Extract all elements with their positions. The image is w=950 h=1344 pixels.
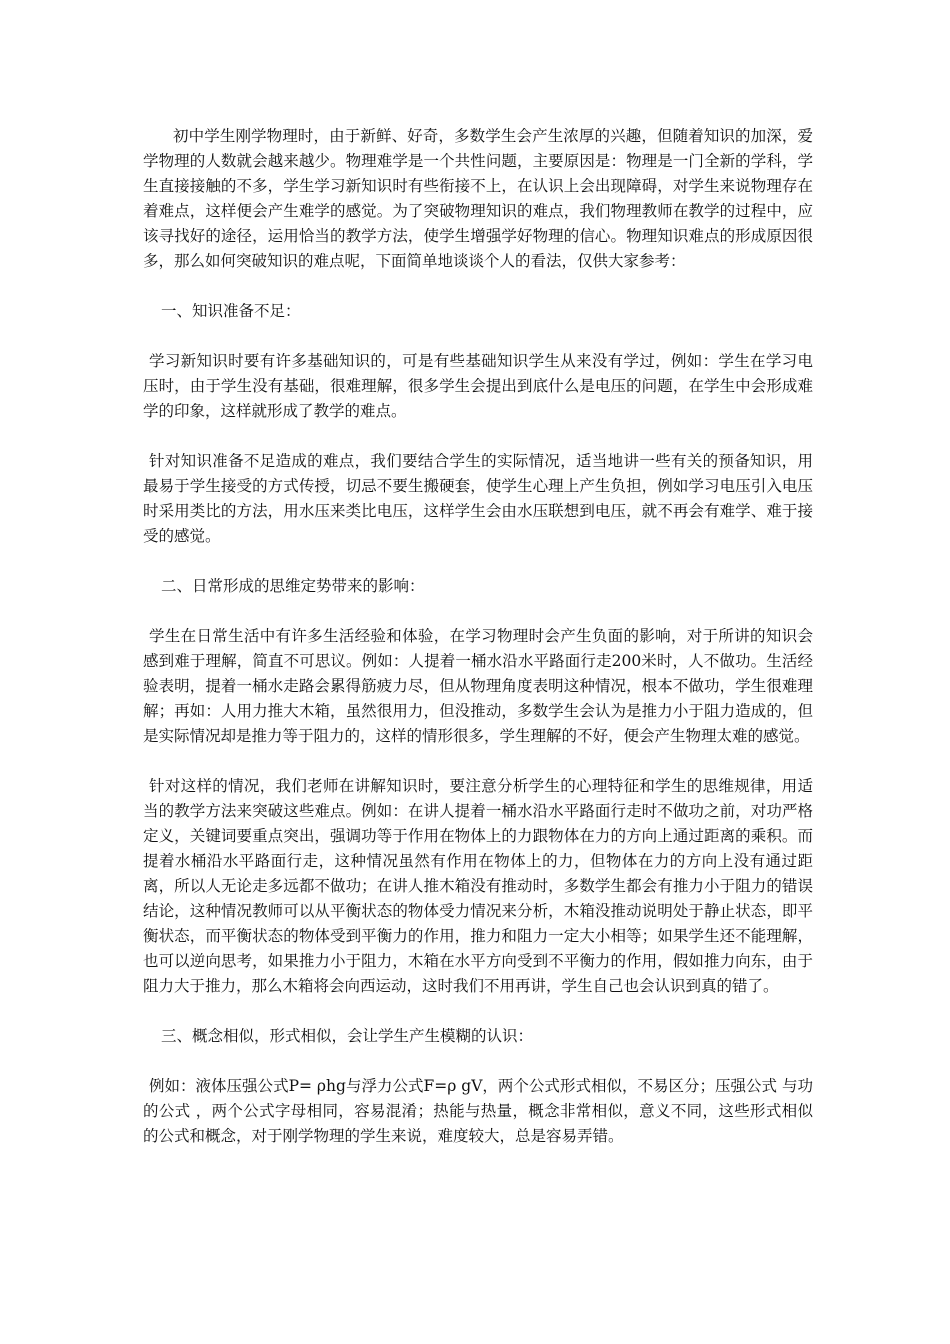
section-heading-1: 一、知识准备不足： <box>161 302 301 320</box>
spacer <box>143 999 813 1024</box>
spacer <box>143 749 813 774</box>
spacer <box>143 599 813 624</box>
spacer <box>143 274 813 299</box>
section1-paragraph-2: 针对知识准备不足造成的难点，我们要结合学生的实际情况，适当地讲一些有关的预备知识，用最易于学生接受的方式传授，切忌不要生搬硬套，使学生心理上产生负担，例如学习电压引入电压时采用类比的方法，用水压来类比电压，这样学生会由水压联想到电压，就不再会有难学、难于接受的感觉。 <box>143 452 813 545</box>
section2-paragraph-1: 学生在日常生活中有许多生活经验和体验，在学习物理时会产生负面的影响，对于所讲的知识会感到难于理解，简直不可思议。例如：人提着一桶水沿水平路面行走200米时，人不做功。生活经验表明，提着一桶水走路会累得筋疲力尽，但从物理角度表明这种情况，根本不做功，学生很难理解；再如：人用力推大木箱，虽然很用力，但没推动，多数学生会认为是推力小于阻力造成的，但是实际情况却是推力等于阻力的，这样的情形很多，学生理解的不好，便会产生物理太难的感觉。 <box>143 627 813 745</box>
section-heading-3: 三、概念相似，形式相似，会让学生产生模糊的认识： <box>161 1027 534 1045</box>
intro-paragraph: 初中学生刚学物理时，由于新鲜、好奇，多数学生会产生浓厚的兴趣，但随着知识的加深，爱学物理的人数就会越来越少。物理难学是一个共性问题，主要原因是：物理是一门全新的学科，学生直接接触的不多，学生学习新知识时有些衔接不上，在认识上会出现障碍，对学生来说物理存在着难点，这样便会产生难学的感觉。为了突破物理知识的难点，我们物理教师在教学的过程中，应该寻找好的途径，运用恰当的教学方法，使学生增强学好物理的信心。物理知识难点的形成原因很多，那么如何突破知识的难点呢，下面简单地谈谈个人的看法，仅供大家参考： <box>143 127 813 270</box>
spacer <box>143 1049 813 1074</box>
section-heading-2: 二、日常形成的思维定势带来的影响： <box>161 577 425 595</box>
document-body <box>143 124 813 1149</box>
spacer <box>143 549 813 574</box>
section3-paragraph-1: 例如：液体压强公式P= ρhg与浮力公式F=ρ gV，两个公式形式相似，不易区分；压强公式 与功的公式 ，两个公式字母相同，容易混淆；热能与热量，概念非常相似，意义不同，这些形式相似的公式和概念，对于刚学物理的学生来说，难度较大，总是容易弄错。 <box>143 1077 813 1145</box>
section1-paragraph-1: 学习新知识时要有许多基础知识的，可是有些基础知识学生从来没有学过，例如：学生在学习电压时，由于学生没有基础，很难理解，很多学生会提出到底什么是电压的问题，在学生中会形成难学的印象，这样就形成了教学的难点。 <box>143 352 813 420</box>
spacer <box>143 324 813 349</box>
spacer <box>143 424 813 449</box>
section2-paragraph-2: 针对这样的情况，我们老师在讲解知识时，要注意分析学生的心理特征和学生的思维规律，用适当的教学方法来突破这些难点。例如：在讲人提着一桶水沿水平路面行走时不做功之前，对功严格定义，关键词要重点突出，强调功等于作用在物体上的力跟物体在力的方向上通过距离的乘积。而提着水桶沿水平路面行走，这种情况虽然有作用在物体上的力，但物体在力的方向上没有通过距离，所以人无论走多远都不做功；在讲人推木箱没有推动时，多数学生都会有推力小于阻力的错误结论，这种情况教师可以从平衡状态的物体受力情况来分析，木箱没推动说明处于静止状态，即平衡状态，而平衡状态的物体受到平衡力的作用，推力和阻力一定大小相等；如果学生还不能理解，也可以逆向思考，如果推力小于阻力，木箱在水平方向受到不平衡力的作用，假如推力向东，由于阻力大于推力，那么木箱将会向西运动，这时我们不用再讲，学生自己也会认识到真的错了。 <box>143 777 813 995</box>
